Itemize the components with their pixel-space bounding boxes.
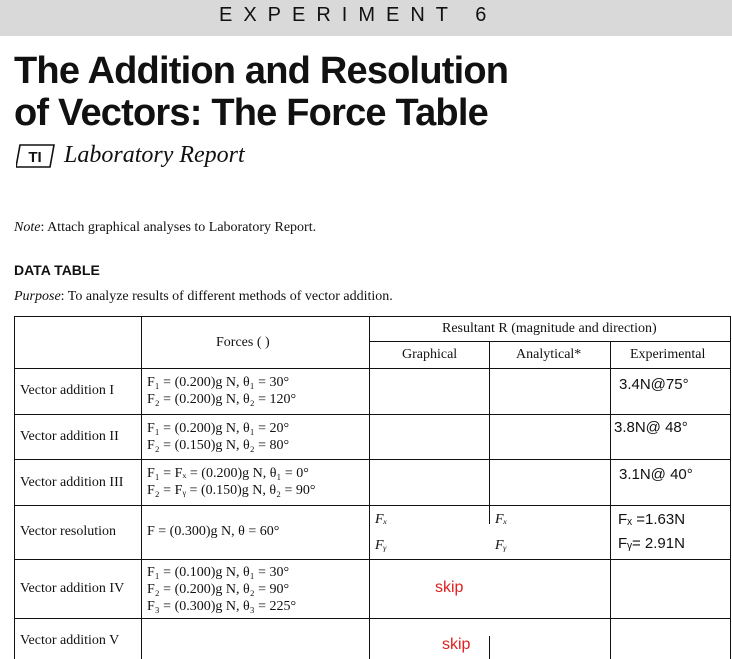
- experiment-label: EXPERIMENT 6: [219, 4, 498, 26]
- experimental-fy: Fᵧ= 2.91N: [618, 535, 685, 552]
- graphical-fx: Fₓ: [375, 512, 388, 527]
- note: Note: Attach graphical analyses to Laboratory Report.: [14, 220, 317, 235]
- force-cell: F = (0.300)g N, θ = 60°: [147, 524, 280, 539]
- force-cell: F₁ = (0.200)g N, θ₁ = 20° F₂ = (0.150)g N, θ₂ = 80°: [147, 421, 290, 453]
- graphical-fy: Fᵧ: [375, 538, 387, 553]
- row-label: Vector addition I: [20, 383, 115, 398]
- analytical-fy: Fᵧ: [495, 538, 507, 553]
- skip-annotation: skip: [442, 636, 471, 653]
- page-title: [14, 50, 508, 134]
- analytical-header: Analytical*: [516, 347, 582, 362]
- row-label: Vector addition IV: [20, 581, 125, 596]
- purpose: Purpose: To analyze results of different methods of vector addition.: [14, 289, 393, 304]
- subtitle: [16, 142, 245, 169]
- skip-annotation: skip: [435, 579, 464, 596]
- force-cell: F₁ = (0.100)g N, θ₁ = 30° F₂ = (0.200)g N, θ₂ = 90° F₃ = (0.300)g N, θ₃ = 225°: [147, 565, 297, 614]
- experimental-value: 3.1N@ 40°: [619, 466, 693, 483]
- experiment-banner: [0, 0, 732, 36]
- force-cell: F₁ = Fₓ = (0.200)g N, θ₁ = 0° F₂ = Fᵧ = (0.150)g N, θ₂ = 90°: [147, 466, 316, 498]
- svg-text:TI: TI: [28, 148, 42, 166]
- title-line-2: of Vectors: The Force Table: [14, 92, 488, 134]
- row-label: Vector resolution: [20, 524, 117, 539]
- data-table-heading: DATA TABLE: [14, 262, 100, 278]
- data-table: [14, 316, 731, 659]
- resultant-header: Resultant R (magnitude and direction): [442, 321, 657, 336]
- title-line-1: The Addition and Resolution: [14, 50, 509, 92]
- ti-logo-icon: [16, 143, 56, 169]
- force-cell: F₁ = (0.200)g N, θ₁ = 30° F₂ = (0.200)g N, θ₂ = 120°: [147, 375, 297, 407]
- row-label: Vector addition V: [20, 633, 120, 648]
- experimental-value: 3.8N@ 48°: [614, 419, 688, 436]
- experimental-value: 3.4N@75°: [619, 376, 689, 393]
- row-label: Vector addition II: [20, 429, 119, 444]
- forces-header: Forces ( ): [216, 335, 270, 350]
- experimental-fx: Fₓ =1.63N: [618, 511, 686, 528]
- graphical-header: Graphical: [402, 347, 458, 362]
- subtitle-text: Laboratory Report: [64, 142, 245, 168]
- analytical-fx: Fₓ: [495, 512, 508, 527]
- experimental-header: Experimental: [630, 347, 706, 362]
- row-label: Vector addition III: [20, 475, 124, 490]
